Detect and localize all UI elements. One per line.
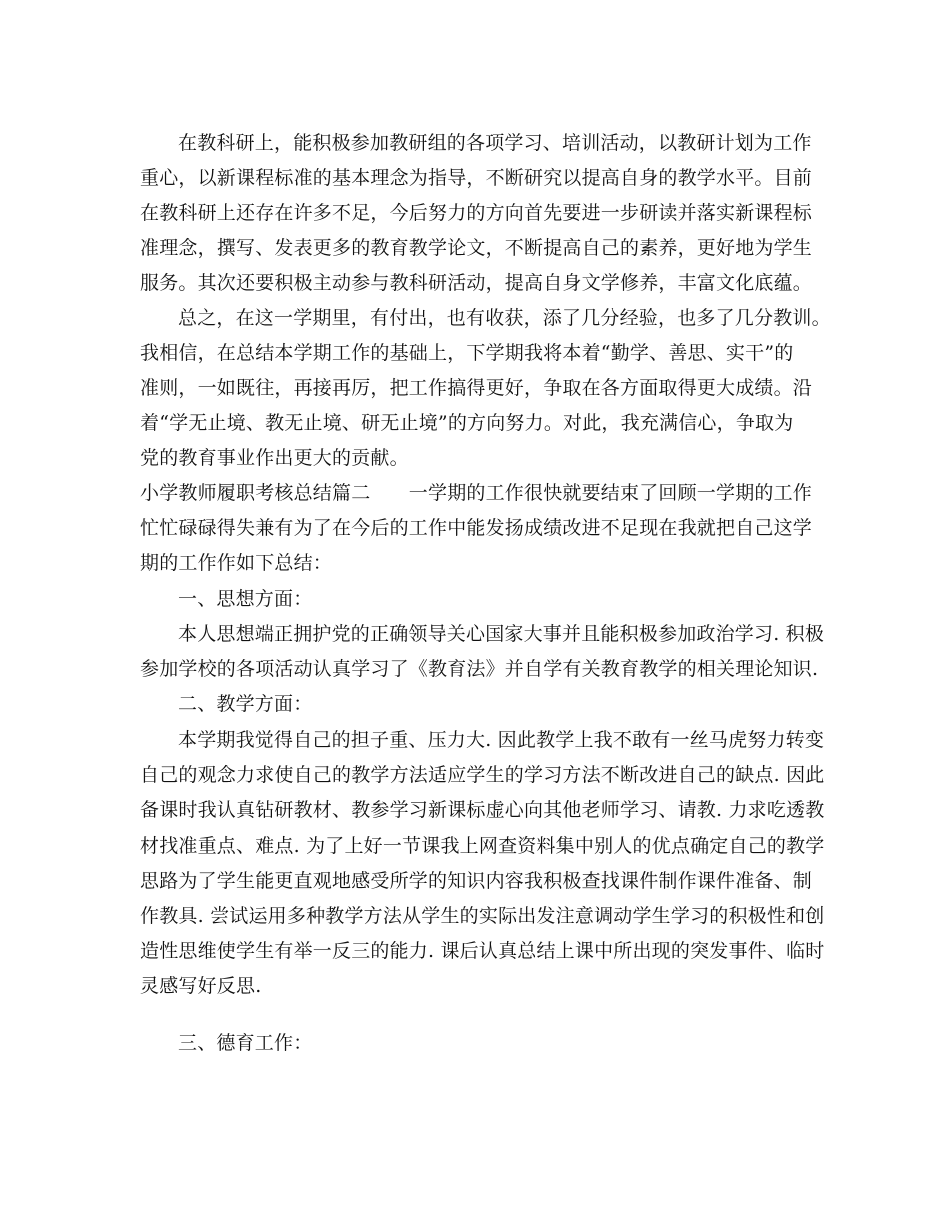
- paragraph-line: 在教科研上，能积极参加教研组的各项学习、培训活动，以教研计划为工作: [178, 132, 812, 154]
- paragraph-line: 参加学校的各项活动认真学习了《教育法》并自学有关教育教学的相关理论知识.: [140, 658, 819, 680]
- paragraph-line: 备课时我认真钻研教材、教参学习新课标虚心向其他老师学习、请教. 力求吃透教: [140, 799, 825, 821]
- paragraph-line: 准理念，撰写、发表更多的教育教学论文，不断提高自己的素养，更好地为学生: [140, 237, 813, 259]
- paragraph-line: 重心，以新课程标准的基本理念为指导，不断研究以提高自身的教学水平。目前: [140, 167, 813, 189]
- paragraph-line: 准则，一如既往，再接再厉，把工作搞得更好，争取在各方面取得更大成绩。沿: [140, 377, 813, 399]
- paragraph-line: 作教具. 尝试运用多种教学方法从学生的实际出发注意调动学生学习的积极性和创: [140, 905, 825, 927]
- paragraph-line: 着“学无止境、教无止境、研无止境”的方向努力。对此，我充满信心，争取为: [140, 412, 794, 434]
- paragraph-line: 期的工作作如下总结：: [140, 552, 333, 574]
- paragraph-line: 自己的观念力求使自己的教学方法适应学生的学习方法不断改进自己的缺点. 因此: [140, 764, 825, 786]
- paragraph-line: 我相信，在总结本学期工作的基础上，下学期我将本着“勤学、善思、实干”的: [140, 342, 794, 364]
- paragraph-line: 在教科研上还存在许多不足，今后努力的方向首先要进一步研读并落实新课程标: [140, 202, 813, 224]
- paragraph-line: 造性思维使学生有举一反三的能力. 课后认真总结上课中所出现的突发事件、临时: [140, 940, 825, 962]
- paragraph-line: 党的教育事业作出更大的贡献。: [140, 447, 409, 469]
- paragraph-line: 总之，在这一学期里，有付出，也有收获，添了几分经验，也多了几分教训。: [178, 307, 831, 329]
- paragraph-line: 忙忙碌碌得失兼有为了在今后的工作中能发扬成绩改进不足现在我就把自己这学: [140, 517, 813, 539]
- paragraph-line: 本学期我觉得自己的担子重、压力大. 因此教学上我不敢有一丝马虎努力转变: [178, 729, 825, 751]
- section-heading-line: 小学教师履职考核总结篇二 一学期的工作很快就要结束了回顾一学期的工作: [140, 482, 813, 504]
- subheading-moral-education: 三、德育工作：: [178, 1032, 313, 1054]
- paragraph-line: 灵感写好反思.: [140, 975, 262, 997]
- paragraph-line: 思路为了学生能更直观地感受所学的知识内容我积极查找课件制作课件准备、制: [140, 870, 813, 892]
- subheading-thought: 一、思想方面：: [178, 588, 313, 610]
- paragraph-line: 本人思想端正拥护党的正确领导关心国家大事并且能积极参加政治学习. 积极: [178, 623, 825, 645]
- paragraph-line: 材找准重点、难点. 为了上好一节课我上网查资料集中别人的优点确定自己的教学: [140, 835, 825, 857]
- paragraph-line: 服务。其次还要积极主动参与教科研活动，提高自身文学修养，丰富文化底蕴。: [140, 272, 813, 294]
- subheading-teaching: 二、教学方面：: [178, 693, 313, 715]
